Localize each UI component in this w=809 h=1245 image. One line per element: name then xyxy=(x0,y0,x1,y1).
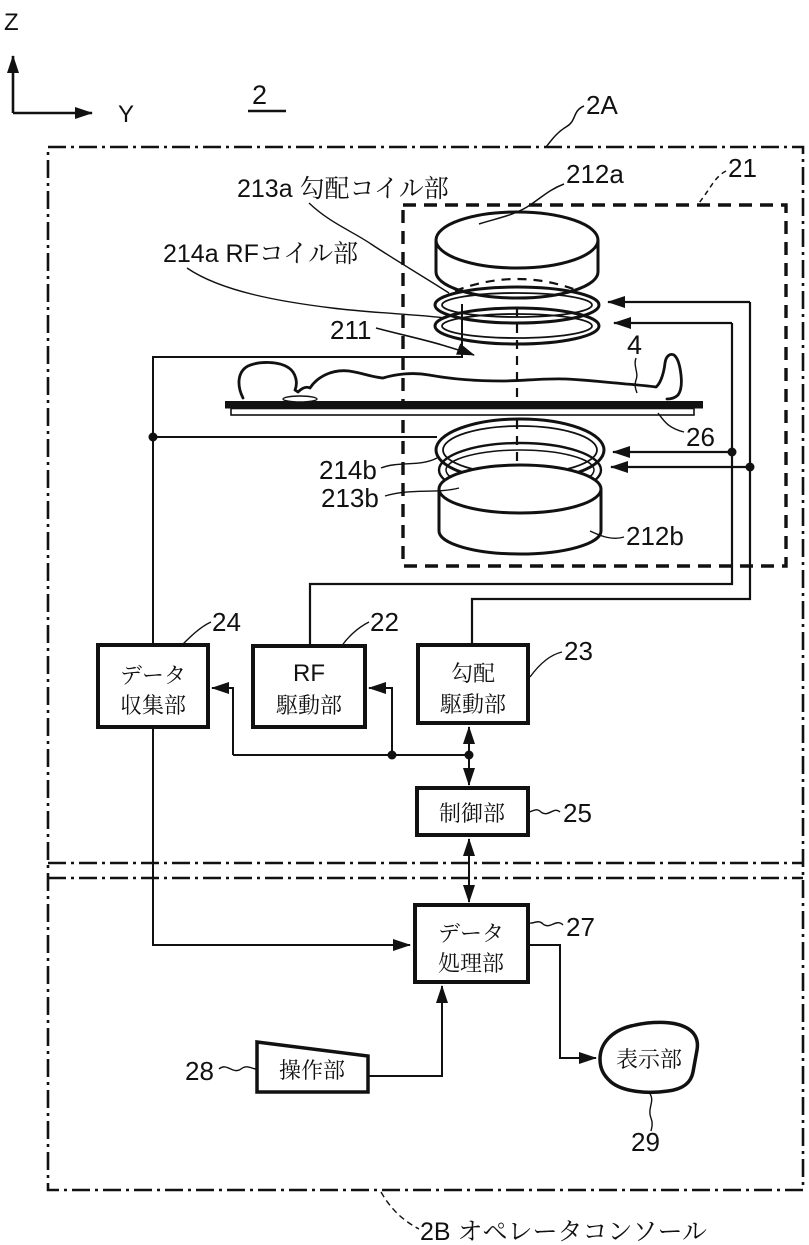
operation-to-processing-arrow xyxy=(368,986,442,1076)
figure-number: 2 xyxy=(252,80,268,110)
operator-console-label: 2B オペレータコンソール xyxy=(420,1218,708,1245)
lower-magnet xyxy=(439,465,601,554)
table-ref: 26 xyxy=(686,422,715,452)
block-display xyxy=(600,1022,697,1092)
block-data-acquisition xyxy=(98,645,208,727)
control-ref: 25 xyxy=(563,798,592,828)
rf-route-junction-dot xyxy=(728,448,737,457)
imaging-space-ref: 211 xyxy=(330,315,372,345)
rf-drive-ref: 22 xyxy=(370,607,399,637)
lower-magnet-top-face xyxy=(439,465,601,513)
upper-rf-coil-label: 214a RFコイル部 xyxy=(163,240,359,268)
lower-rf-coil-ref: 214b xyxy=(319,455,377,485)
gradient-drive-label-line2: 駆動部 xyxy=(439,692,507,717)
gradient-drive-label-line1: 勾配 xyxy=(450,661,496,686)
coordinate-axes xyxy=(4,9,134,128)
z-axis-label: Z xyxy=(4,9,19,36)
upper-rf-coil-leader xyxy=(187,268,446,318)
gradient-drive-ref-leader xyxy=(530,652,562,677)
operator-console-leader xyxy=(381,1192,419,1229)
magnet-unit-ref-leader xyxy=(699,171,726,203)
display-ref-leader xyxy=(650,1094,652,1131)
table-plate xyxy=(231,409,694,416)
imaging-space-arrow xyxy=(376,328,474,355)
block-control xyxy=(417,788,528,835)
data-processing-label-line1: データ xyxy=(437,921,505,946)
gradient-drive-ref: 23 xyxy=(564,636,593,666)
data-acquisition-label-line2: 収集部 xyxy=(119,693,187,718)
patient-outline xyxy=(239,354,681,399)
control-arrow-to-data-acquisition xyxy=(212,688,233,755)
gradient-route-junction-dot xyxy=(746,463,755,472)
receive-signal-route xyxy=(149,304,463,645)
data-processing-label-line2: 処理部 xyxy=(437,951,505,976)
data-acquisition-label-line1: データ xyxy=(119,663,187,688)
lower-gradient-coil-ref: 213b xyxy=(321,483,379,513)
patient-table xyxy=(225,401,703,415)
data-processing-ref-leader xyxy=(530,922,563,926)
control-bus-dot-1 xyxy=(388,751,397,760)
data-acquisition-ref: 24 xyxy=(212,607,241,637)
scanner-ref-leader xyxy=(546,106,584,147)
display-ref: 29 xyxy=(631,1127,660,1157)
rf-drive-label-line1: RF xyxy=(293,660,325,687)
subject-ref-leader xyxy=(635,358,637,393)
block-data-processing xyxy=(415,905,528,982)
rf-drive-label-line2: 駆動部 xyxy=(275,693,343,718)
y-axis-label: Y xyxy=(118,101,135,128)
subject-ref: 4 xyxy=(627,330,643,360)
table-ref-leader xyxy=(658,413,684,432)
block-gradient-drive xyxy=(418,645,528,723)
processing-to-display-arrow xyxy=(528,945,596,1058)
upper-magnet-top-face xyxy=(436,212,598,268)
data-processing-ref: 27 xyxy=(566,912,595,942)
data-acquisition-ref-leader xyxy=(181,622,211,646)
scanner-ref: 2A xyxy=(586,90,618,120)
operation-ref-leader xyxy=(219,1067,256,1071)
magnet-unit-ref: 21 xyxy=(728,153,757,183)
upper-magnet-ref: 212a xyxy=(566,159,624,189)
head-cushion xyxy=(283,396,317,402)
receive-route-junction-dot xyxy=(149,433,158,442)
control-ref-leader xyxy=(529,810,560,814)
control-label: 制御部 xyxy=(438,801,506,826)
operation-label: 操作部 xyxy=(278,1058,346,1083)
acquisition-to-processing-arrow xyxy=(153,727,410,945)
operation-ref: 28 xyxy=(185,1056,214,1086)
upper-gradient-coil-label: 213a 勾配コイル部 xyxy=(237,175,449,203)
rf-drive-ref-leader xyxy=(341,622,369,647)
receive-route-upper xyxy=(153,304,462,645)
display-label: 表示部 xyxy=(615,1047,683,1072)
block-operation xyxy=(257,1042,368,1092)
control-arrow-to-rf-drive xyxy=(369,688,392,755)
lower-rf-coil-leader xyxy=(381,458,437,468)
block-rf-drive xyxy=(253,646,365,727)
lower-magnet-ref: 212b xyxy=(626,521,684,551)
upper-magnet xyxy=(436,212,598,298)
